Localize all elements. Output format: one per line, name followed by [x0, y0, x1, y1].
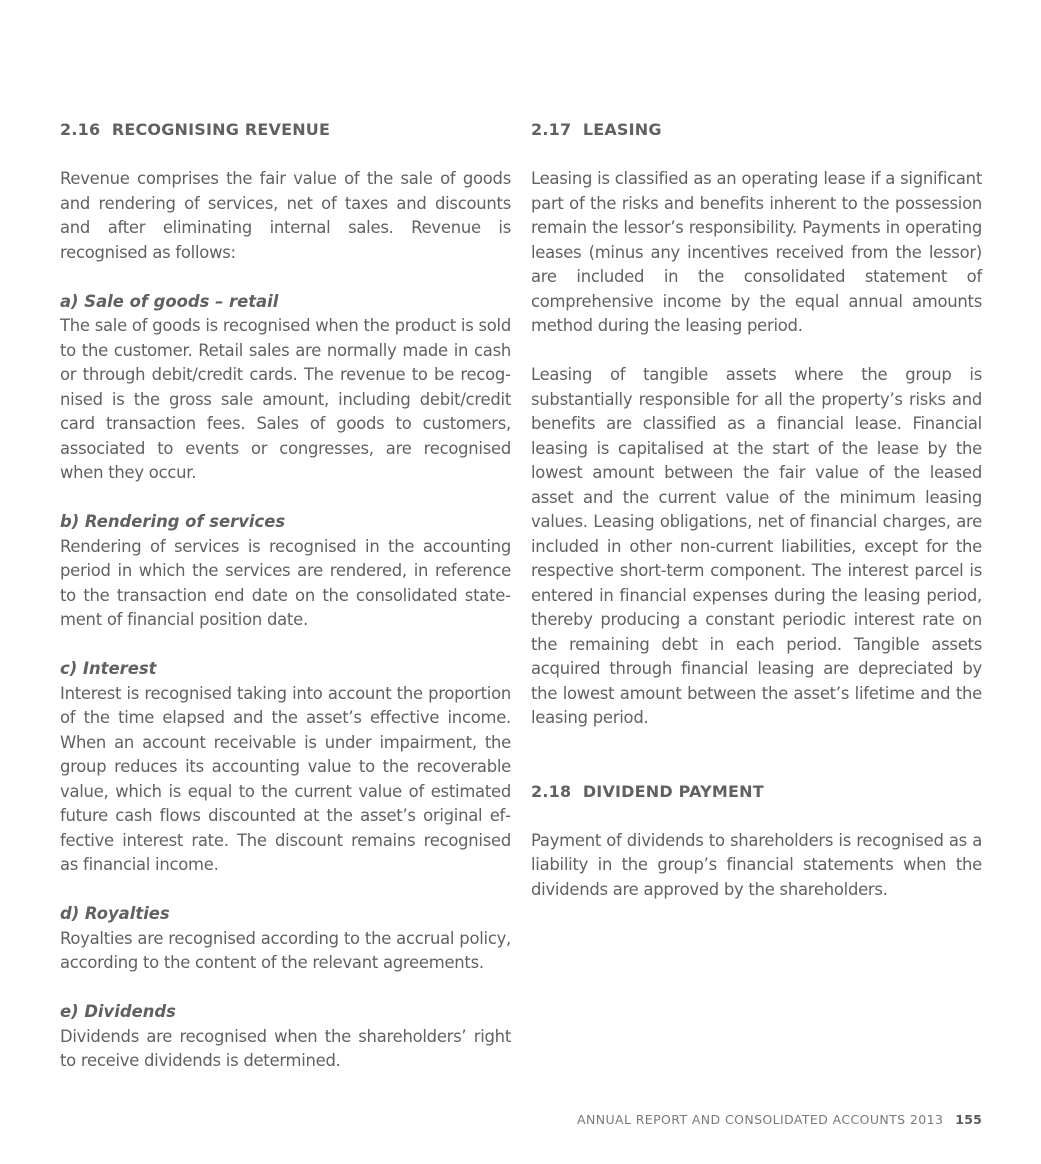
- paragraph-financial-lease: Leasing of tangible assets where the group is substantially responsible for all the property’s risks and benefits are classified as a financial lease. Financial leasing is capitalised at the start of the lease by the lowest amount between the fair value of the leased asset and the current value of the minimum leasing values. Leasing obligations, net of financial charges, are included in other non-current liabilities, except for the respective short-term component. The interest parcel is entered in financial expenses during the leasing period, thereby producing a constant periodic interest rate on the remaining debt in each period. Tangible assets acquired through financial leasing are depreciated by the lowest amount between the asset’s lifetime and the leasing period.: [531, 365, 982, 727]
- subheading-royalties: d) Royalties: [60, 904, 170, 923]
- paragraph-operating-lease: Leasing is classified as an operating lease if a significant part of the risks and benefits inherent to the possession remain the lessor’s responsibility. Payments in operating leases (minus any incentives received from the lessor) are included in the consolidated statement of comprehensive income by the equal annual amounts method during the leasing period.: [531, 169, 982, 335]
- section-heading-dividend-payment: 2.18 DIVIDEND PAYMENT: [531, 781, 764, 801]
- spacer: [60, 633, 511, 658]
- spacer: [60, 486, 511, 511]
- right-column: [531, 118, 982, 902]
- spacer: [531, 143, 982, 168]
- paragraph-sale-of-goods: The sale of goods is recognised when the product is sold to the customer. Retail sales are normally made in cash or through debit/credit cards. The revenue to be recognised is the gross sale amount, including debit/credit card transaction fees. Sales of goods to customers, associated to events or congresses, are recognised when they occur.: [60, 316, 511, 482]
- subheading-dividends: e) Dividends: [60, 1002, 176, 1021]
- subheading-sale-of-goods: a) Sale of goods – retail: [60, 291, 279, 311]
- paragraph-interest: Interest is recognised taking into account the proportion of the time elapsed and the asset’s effective income. When an account receivable is under impairment, the group reduces its accounting value to the recoverable value, which is equal to the current value of estimated future cash flows discounted at the asset’s original effective interest rate. The discount remains recognised as financial income.: [60, 683, 511, 874]
- spacer: [60, 976, 511, 1001]
- paragraph-dividend-payment: Payment of dividends to shareholders is recognised as a liability in the group’s financial statements when the dividends are approved by the shareholders.: [531, 830, 982, 899]
- section-heading-recognising-revenue: 2.16 RECOGNISING REVENUE: [60, 120, 331, 139]
- revenue-intro-paragraph: Revenue comprises the fair value of the sale of goods and rendering of services, net of taxes and discounts and after eliminating internal sales. Revenue is recognised as follows:: [60, 169, 511, 262]
- paragraph-rendering-of-services: Rendering of services is recognised in the accounting period in which the services are rendered, in reference to the transaction end date on the consolidated statement of financial position date.: [60, 536, 511, 629]
- spacer: [60, 878, 511, 903]
- subheading-rendering-of-services: b) Rendering of services: [60, 512, 286, 531]
- spacer: [531, 339, 982, 364]
- paragraph-dividends: Dividends are recognised when the shareholders’ right to receive dividends is determined.: [60, 1026, 511, 1070]
- spacer: [60, 143, 511, 168]
- page-number: 155: [955, 1112, 982, 1127]
- report-title: ANNUAL REPORT AND CONSOLIDATED ACCOUNTS 2013: [577, 1112, 944, 1127]
- spacer: [531, 804, 982, 829]
- left-column: [60, 118, 511, 1074]
- spacer: [60, 265, 511, 290]
- subheading-interest: c) Interest: [60, 659, 157, 678]
- section-heading-leasing: 2.17 LEASING: [531, 120, 662, 139]
- page-footer: [577, 1112, 982, 1127]
- spacer: [531, 731, 982, 780]
- paragraph-royalties: Royalties are recognised according to the accrual policy, according to the content of the relevant agreements.: [60, 928, 511, 972]
